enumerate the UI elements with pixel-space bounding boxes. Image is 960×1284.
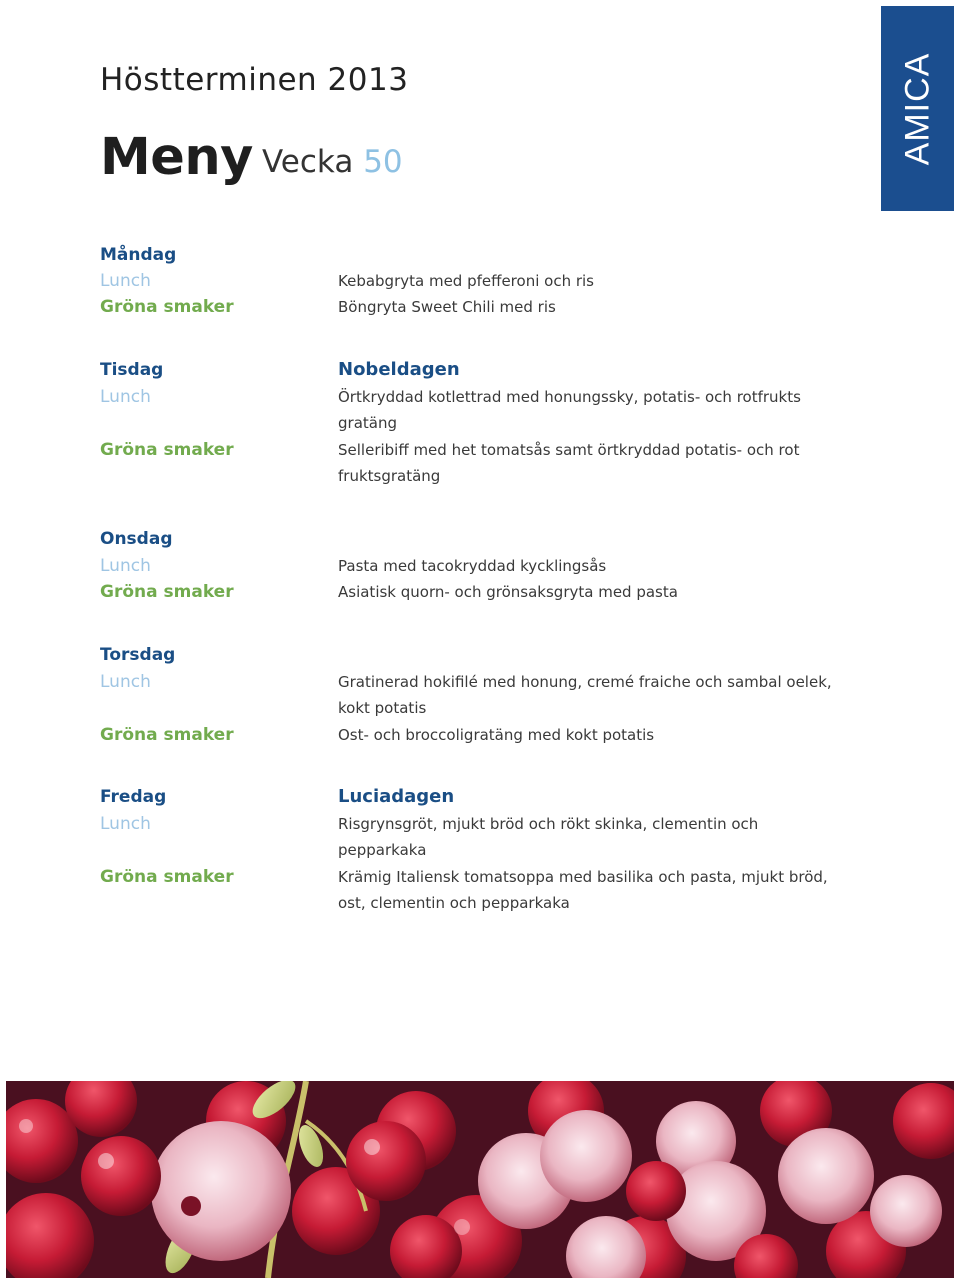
day-name: Torsdag xyxy=(100,645,176,665)
brand-logo xyxy=(881,6,954,211)
lunch-label: Lunch xyxy=(100,672,151,692)
holiday-name: Luciadagen xyxy=(338,786,455,807)
day-name: Fredag xyxy=(100,787,167,807)
lunch-dish: Pasta med tacokryddad kycklingsås xyxy=(338,557,607,575)
holiday-name: Nobeldagen xyxy=(338,359,460,380)
week-label-text: Vecka xyxy=(262,144,354,180)
lunch-dish-cont: gratäng xyxy=(338,414,397,432)
lunch-label: Lunch xyxy=(100,271,151,291)
green-dish: Krämig Italiensk tomatsoppa med basilika och pasta, mjukt bröd, xyxy=(338,868,828,886)
menu-title: Meny xyxy=(100,128,253,187)
green-dish-cont: fruktsgratäng xyxy=(338,467,441,485)
lunch-dish-cont: kokt potatis xyxy=(338,699,427,717)
lunch-dish: Risgrynsgröt, mjukt bröd och rökt skinka, clementin och xyxy=(338,815,759,833)
lunch-dish-cont: pepparkaka xyxy=(338,841,427,859)
day-name: Tisdag xyxy=(100,360,164,380)
green-label: Gröna smaker xyxy=(100,440,234,460)
week-number: 50 xyxy=(363,144,403,180)
green-label: Gröna smaker xyxy=(100,867,234,887)
lunch-label: Lunch xyxy=(100,387,151,407)
green-dish: Ost- och broccoligratäng med kokt potatis xyxy=(338,726,655,744)
green-label: Gröna smaker xyxy=(100,582,234,602)
day-name: Onsdag xyxy=(100,529,173,549)
green-label: Gröna smaker xyxy=(100,725,234,745)
green-label: Gröna smaker xyxy=(100,297,234,317)
green-dish: Selleribiff med het tomatsås samt örtkryddad potatis- och rot xyxy=(338,441,800,459)
lunch-dish: Gratinerad hokifilé med honung, cremé fraiche och sambal oelek, xyxy=(338,673,832,691)
lunch-dish: Örtkryddad kotlettrad med honungssky, potatis- och rotfrukts xyxy=(338,388,801,406)
lunch-label: Lunch xyxy=(100,814,151,834)
frozen-lingonberries-photo xyxy=(6,1081,954,1278)
green-dish-cont: ost, clementin och pepparkaka xyxy=(338,894,570,912)
lunch-label: Lunch xyxy=(100,556,151,576)
term-title: Höstterminen 2013 xyxy=(100,62,409,98)
berry-illustration xyxy=(6,1081,954,1278)
lunch-dish: Kebabgryta med pfefferoni och ris xyxy=(338,272,594,290)
green-dish: Böngryta Sweet Chili med ris xyxy=(338,298,556,316)
brand-logo-text: AMICA xyxy=(898,52,936,165)
day-name: Måndag xyxy=(100,245,177,265)
green-dish: Asiatisk quorn- och grönsaksgryta med pasta xyxy=(338,583,678,601)
week-label xyxy=(262,144,403,180)
